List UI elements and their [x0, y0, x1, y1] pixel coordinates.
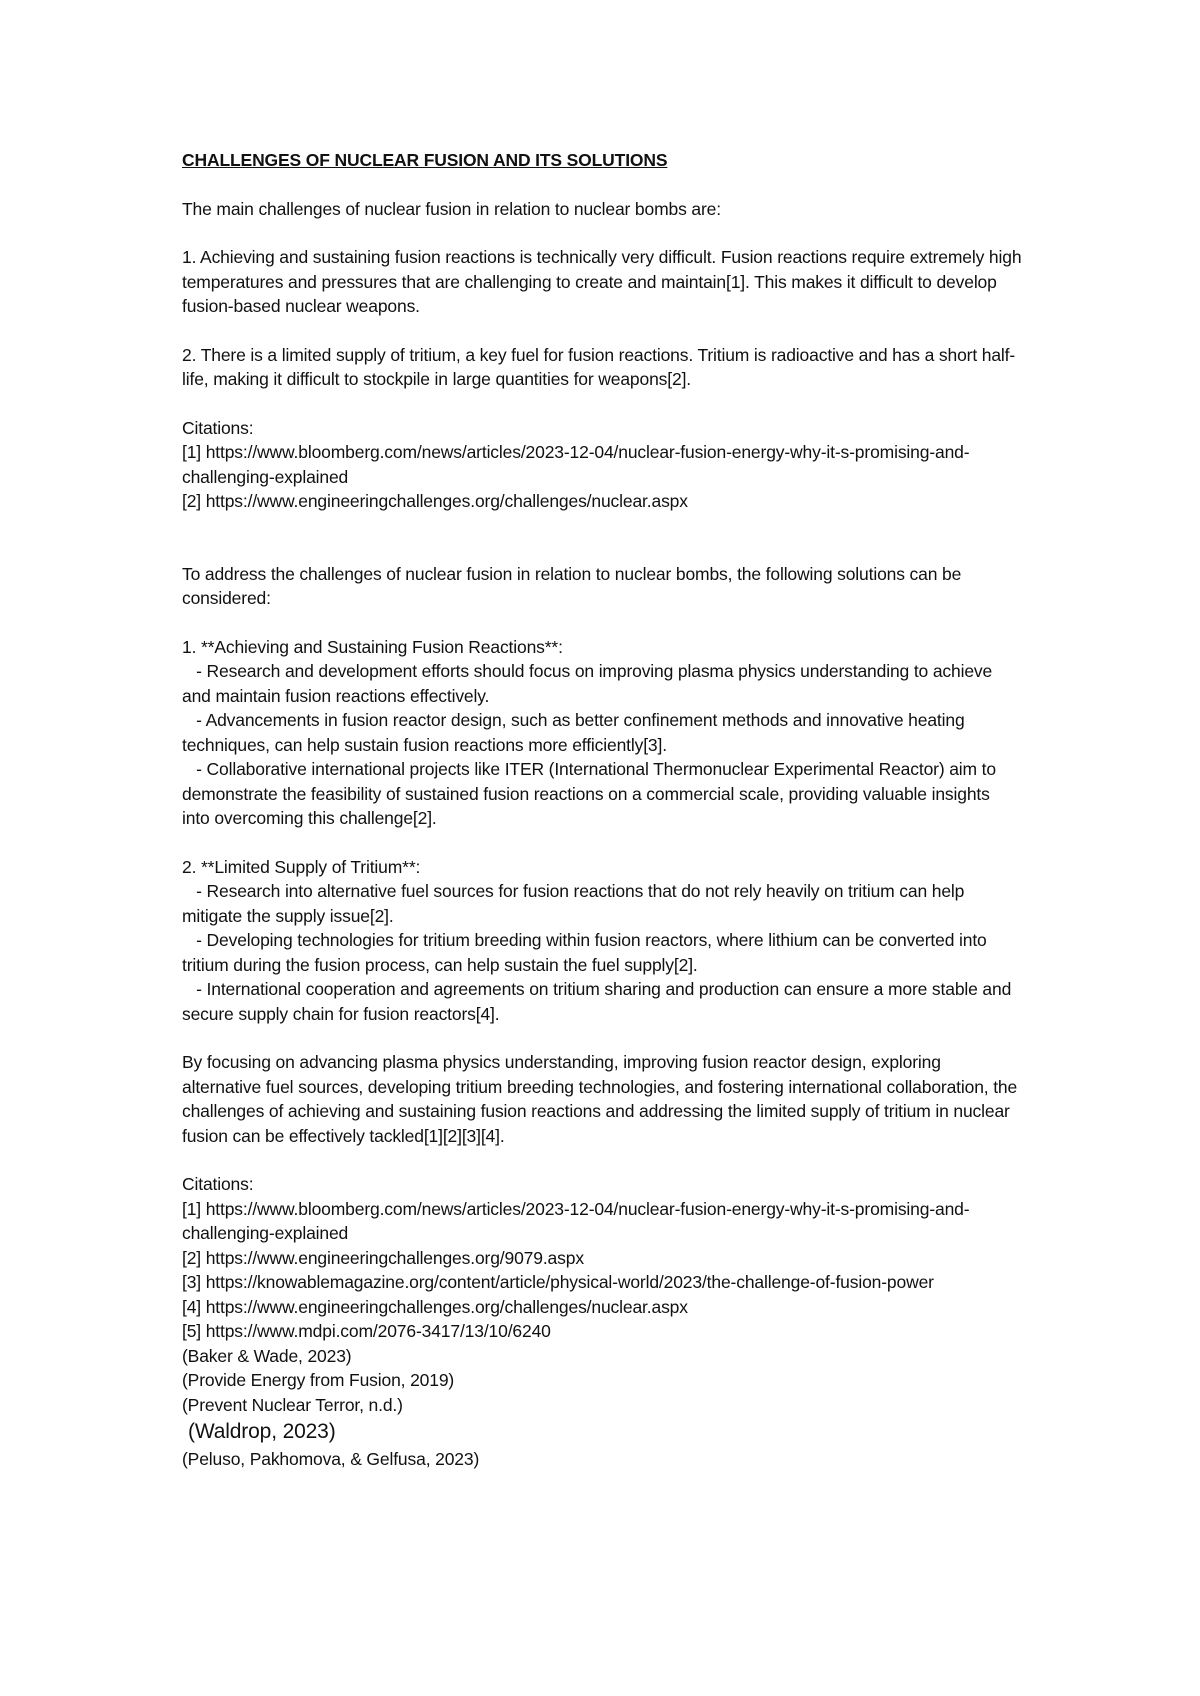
citations-section-2 — [182, 1172, 1022, 1472]
citation-link[interactable]: [5] https://www.mdpi.com/2076-3417/13/10/6240 — [182, 1321, 551, 1341]
reference-entry: (Provide Energy from Fusion, 2019) — [182, 1370, 455, 1390]
reference-entry-large: (Waldrop, 2023) — [188, 1420, 336, 1443]
solution-section-1 — [182, 635, 1022, 831]
solutions-intro: To address the challenges of nuclear fusion in relation to nuclear bombs, the following solutions can be considered: — [182, 563, 962, 608]
reference-entry: (Peluso, Pakhomova, & Gelfusa, 2023) — [182, 1449, 480, 1469]
solution-point: - Research and development efforts should focus on improving plasma physics understanding to achieve and maintain fusion reactions effectively. — [182, 661, 993, 706]
citation-link[interactable]: [1] https://www.bloomberg.com/news/articles/2023-12-04/nuclear-fusion-energy-why-it-s-promising-and-challenging-explained — [182, 442, 970, 487]
citations-heading: Citations: — [182, 1174, 254, 1194]
intro-paragraph: The main challenges of nuclear fusion in relation to nuclear bombs are: — [182, 198, 721, 219]
solution-point: - Advancements in fusion reactor design, such as better confinement methods and innovative heating techniques, can help sustain fusion reactions more efficiently[3]. — [182, 710, 965, 755]
challenge-item-1: 1. Achieving and sustaining fusion reactions is technically very difficult. Fusion reactions require extremely high temperatures and pressures that are challenging to create and maintain[1]. This makes it difficult to develop fusion-based nuclear weapons. — [182, 247, 1022, 316]
solution-heading: 2. **Limited Supply of Tritium**: — [182, 856, 421, 877]
solution-point: - Research into alternative fuel sources for fusion reactions that do not rely heavily on tritium can help mitigate the supply issue[2]. — [182, 881, 965, 926]
solution-section-2 — [182, 855, 1022, 1027]
reference-entry: (Baker & Wade, 2023) — [182, 1345, 352, 1366]
conclusion-paragraph: By focusing on advancing plasma physics understanding, improving fusion reactor design, exploring alternative fuel sources, developing tritium breeding technologies, and fostering international collaboration, the challenges of achieving and sustaining fusion reactions and addressing the limited supply of tritium in nuclear fusion can be effectively tackled[1][2][3][4]. — [182, 1052, 1018, 1146]
solution-point: - International cooperation and agreements on tritium sharing and production can ensure a more stable and secure supply chain for fusion reactors[4]. — [182, 979, 1012, 1024]
solution-point: - Developing technologies for tritium breeding within fusion reactors, where lithium can be converted into tritium during the fusion process, can help sustain the fuel supply[2]. — [182, 930, 987, 975]
solution-heading: 1. **Achieving and Sustaining Fusion Reactions**: — [182, 636, 563, 657]
solution-point: - Collaborative international projects like ITER (International Thermonuclear Experimental Reactor) aim to demonstrate the feasibility of sustained fusion reactions on a commercial scale, providing valuable insights into overcoming this challenge[2]. — [182, 759, 996, 828]
citation-link[interactable]: [4] https://www.engineeringchallenges.org/challenges/nuclear.aspx — [182, 1296, 688, 1317]
citation-link[interactable]: [1] https://www.bloomberg.com/news/articles/2023-12-04/nuclear-fusion-energy-why-it-s-promising-and-challenging-explained — [182, 1198, 970, 1243]
citation-link[interactable]: [2] https://www.engineeringchallenges.org/challenges/nuclear.aspx — [182, 491, 688, 511]
document-title: CHALLENGES OF NUCLEAR FUSION AND ITS SOLUTIONS — [182, 150, 668, 170]
citations-heading: Citations: — [182, 417, 254, 438]
reference-entry: (Prevent Nuclear Terror, n.d.) — [182, 1394, 403, 1415]
document-body — [182, 148, 1022, 1472]
challenge-item-2: 2. There is a limited supply of tritium, a key fuel for fusion reactions. Tritium is radioactive and has a short half-life, making it difficult to stockpile in large quantities for weapons[2]. — [182, 344, 1016, 389]
citation-link[interactable]: [2] https://www.engineeringchallenges.org/9079.aspx — [182, 1247, 584, 1268]
citations-section-1 — [182, 416, 1022, 514]
citation-link[interactable]: [3] https://knowablemagazine.org/content/article/physical-world/2023/the-challenge-of-fusion-power — [182, 1272, 934, 1292]
